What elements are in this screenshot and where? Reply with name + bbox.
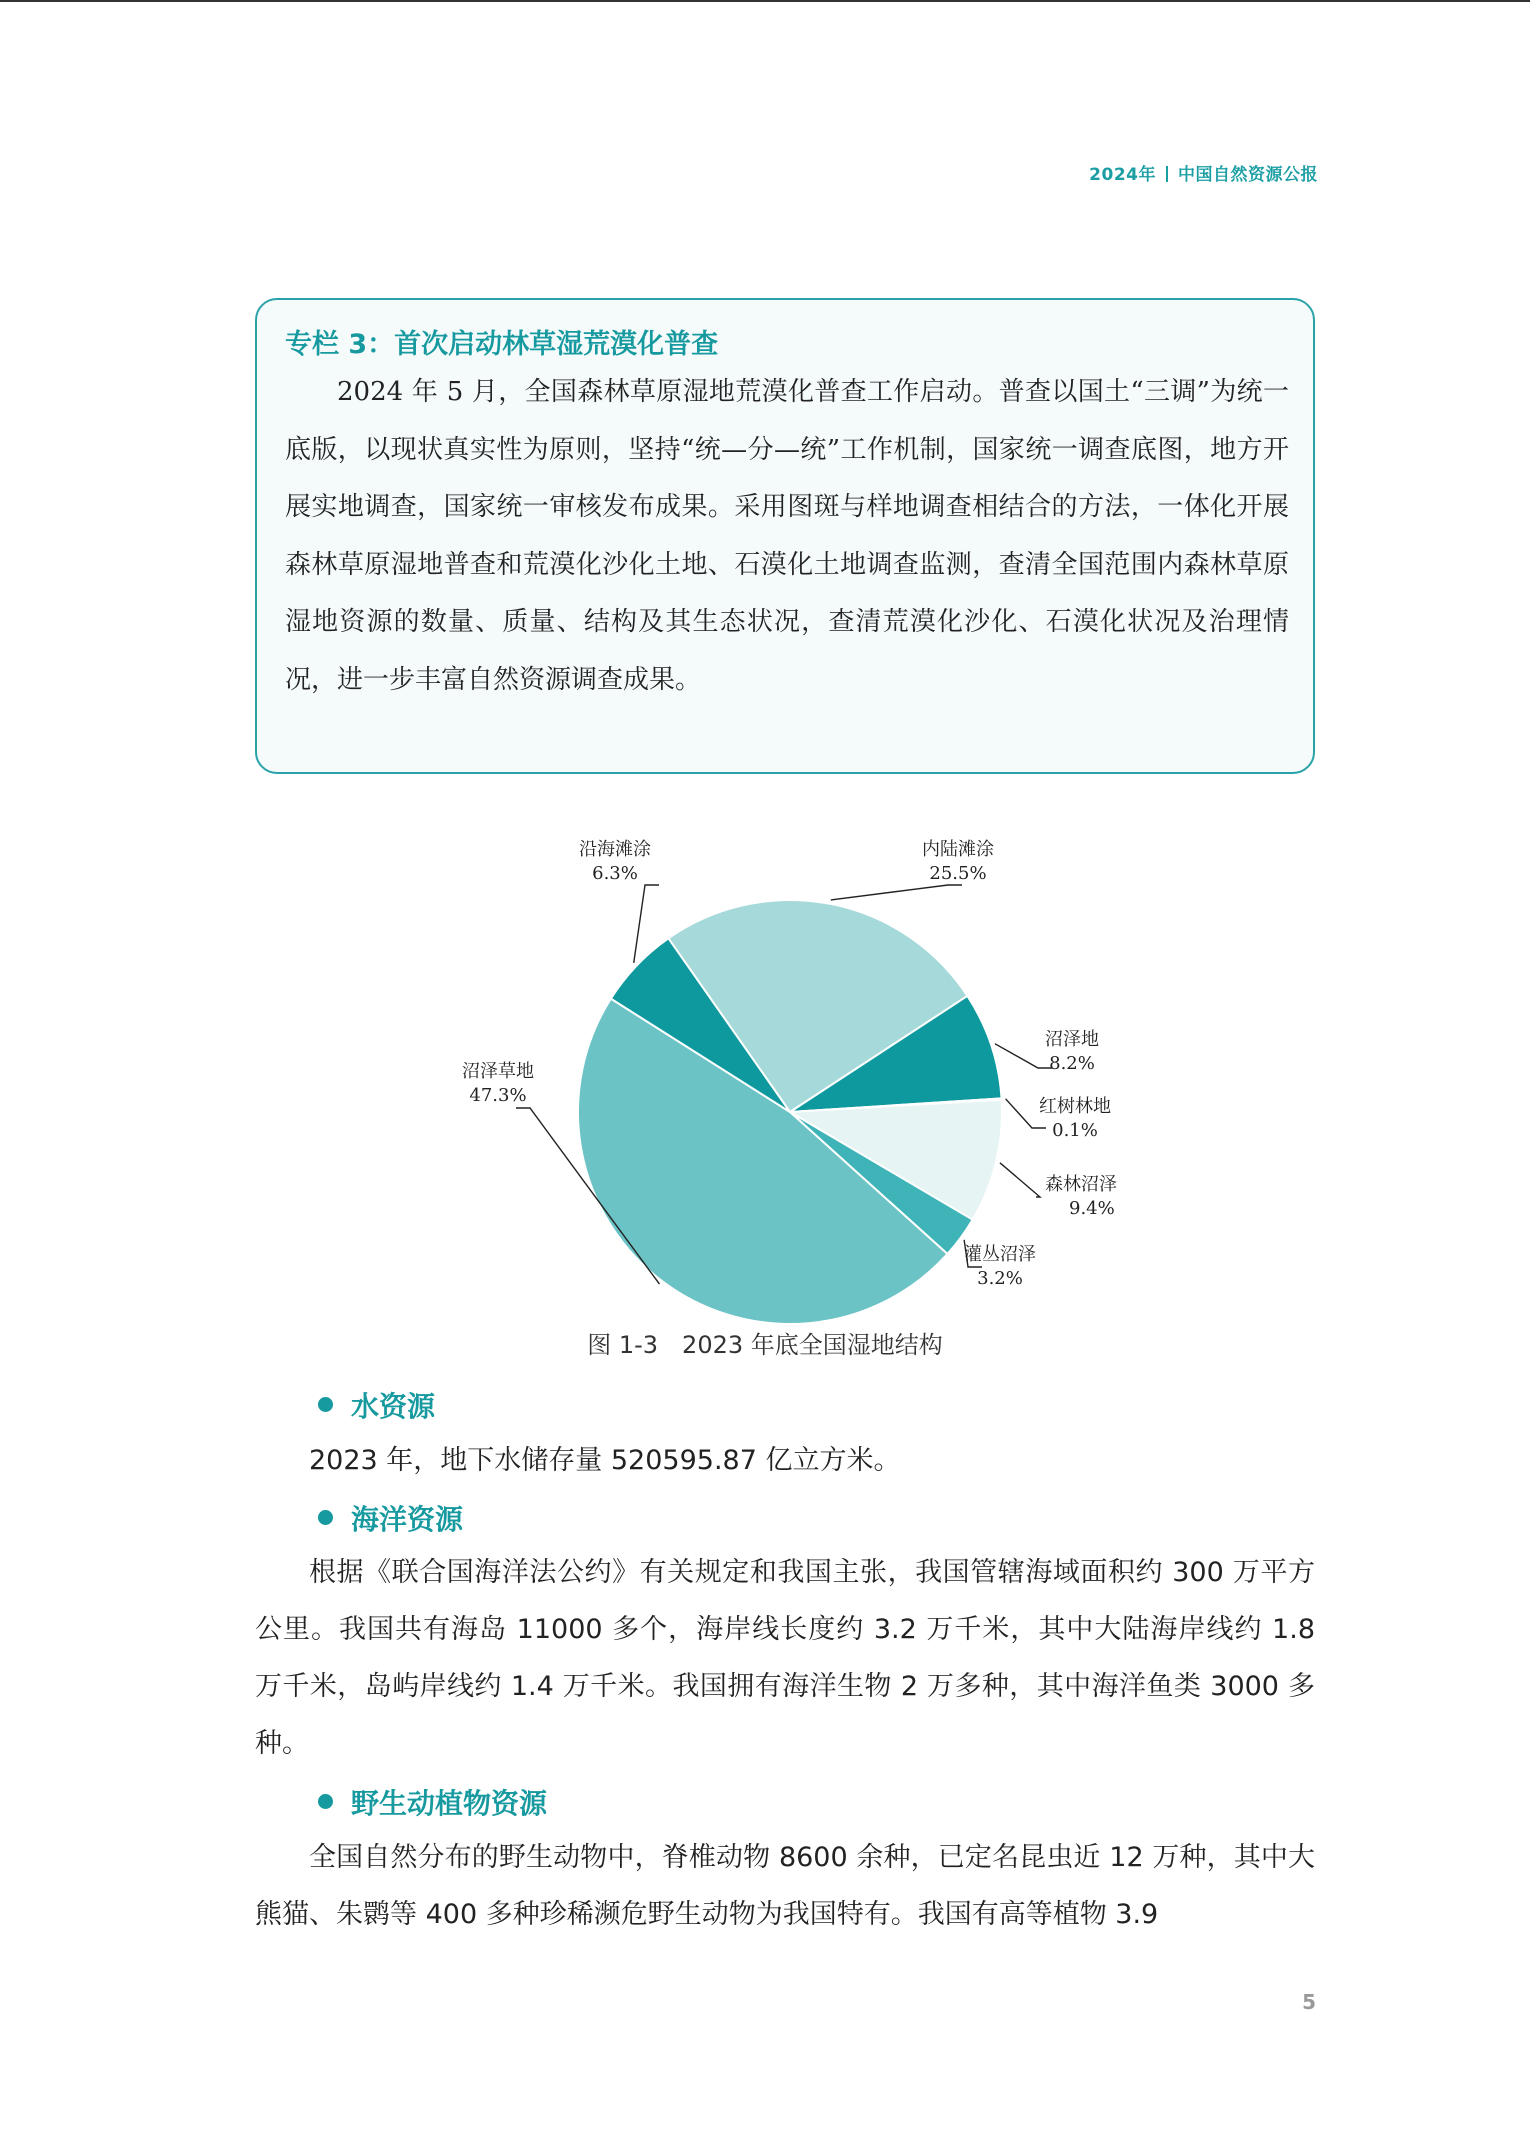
page-number: 5 — [1302, 1990, 1316, 2014]
header-separator — [1166, 166, 1168, 182]
slice-name-label: 内陆滩涂 — [922, 839, 994, 860]
section-heading-wildlife-text: 野生动植物资源 — [351, 1787, 548, 1820]
slice-value-label: 9.4% — [1069, 1198, 1115, 1219]
header-year: 2024年 — [1089, 165, 1156, 185]
slice-name-label: 沼泽草地 — [462, 1061, 534, 1082]
slice-value-label: 6.3% — [592, 863, 638, 884]
leader-line — [1000, 1163, 1040, 1197]
slice-value-label: 25.5% — [929, 863, 987, 884]
slice-value-label: 3.2% — [977, 1268, 1023, 1289]
figure-caption: 图 1-3 2023 年底全国湿地结构 — [587, 1331, 943, 1359]
section-heading-wildlife — [318, 1782, 547, 1822]
bullet-dot — [318, 1794, 333, 1809]
paragraph-water: 2023 年，地下水储存量 520595.87 亿立方米。 — [309, 1445, 901, 1476]
top-rule — [0, 0, 1530, 2]
section-heading-water-text: 水资源 — [351, 1390, 436, 1423]
bullet-dot — [318, 1397, 333, 1412]
section-heading-ocean-text: 海洋资源 — [351, 1503, 464, 1536]
slice-value-label: 47.3% — [469, 1085, 527, 1106]
slice-name-label: 灌丛沼泽 — [964, 1244, 1036, 1265]
wetland-pie-chart — [420, 830, 1117, 1320]
slice-name-label: 红树林地 — [1039, 1096, 1111, 1117]
leader-line — [831, 885, 962, 900]
header-title: 中国自然资源公报 — [1178, 165, 1318, 185]
slice-name-label: 沼泽地 — [1045, 1029, 1099, 1050]
section-heading-water — [318, 1385, 435, 1425]
slice-name-label: 沿海滩涂 — [579, 839, 651, 860]
paragraph-ocean: 根据《联合国海洋法公约》有关规定和我国主张，我国管辖海域面积约 300 万平方公里。我国共有海岛 11000 多个，海岸线长度约 3.2 万千米，其中大陆海岸线约 1.8 万千米，岛屿岸线约 1.4 万千米。我国拥有海洋生物 2 万多种，其中海洋鱼类 3000 多种。 — [255, 1557, 1315, 1759]
slice-value-label: 8.2% — [1049, 1053, 1095, 1074]
running-header — [1089, 160, 1318, 185]
callout-box — [255, 298, 1315, 774]
callout-body: 2024 年 5 月，全国森林草原湿地荒漠化普查工作启动。普查以国土“三调”为统一底版，以现状真实性为原则，坚持“统—分—统”工作机制，国家统一调查底图，地方开展实地调查，国家统一审核发布成果。采用图斑与样地调查相结合的方法，一体化开展森林草原湿地普查和荒漠化沙化土地、石漠化土地调查监测，查清全国范围内森林草原湿地资源的数量、质量、结构及其生态状况，查清荒漠化沙化、石漠化状况及治理情况，进一步丰富自然资源调查成果。 — [285, 377, 1289, 695]
paragraph-wildlife: 全国自然分布的野生动物中，脊椎动物 8600 余种，已定名昆虫近 12 万种，其中大熊猫、朱鹮等 400 多种珍稀濒危野生动物为我国特有。我国有高等植物 3.9 — [255, 1842, 1315, 1930]
bullet-dot — [318, 1510, 333, 1525]
slice-value-label: 0.1% — [1052, 1120, 1098, 1141]
pie-chart-svg — [420, 830, 1117, 1320]
slice-name-label: 森林沼泽 — [1045, 1174, 1117, 1195]
section-heading-ocean — [318, 1498, 463, 1538]
leader-line — [995, 1044, 1052, 1068]
callout-title: 专栏 3：首次启动林草湿荒漠化普查 — [285, 329, 719, 360]
